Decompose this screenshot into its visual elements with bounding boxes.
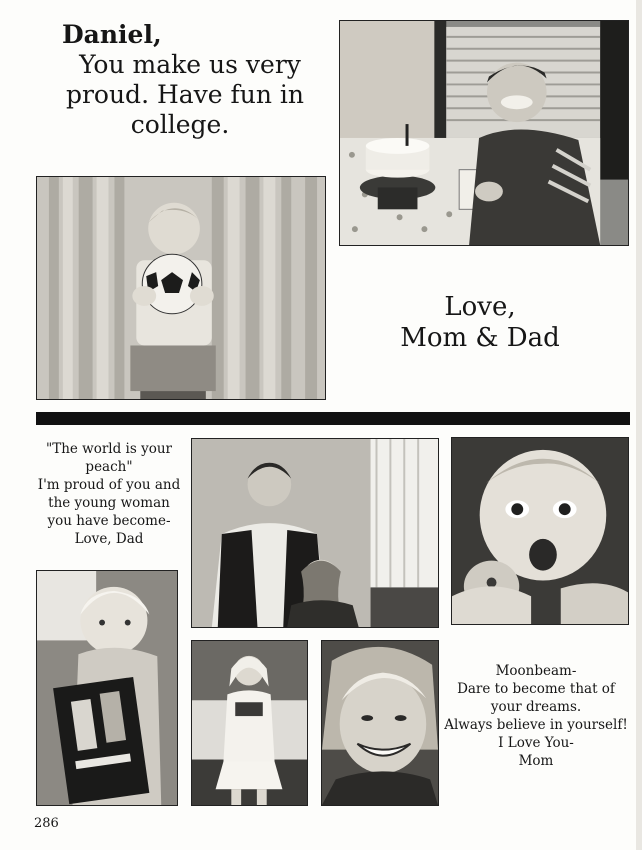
signoff-mom-dad	[380, 292, 580, 354]
photo-baby-surprised	[451, 437, 629, 625]
parent-message-daniel	[40, 20, 320, 140]
photo-cheerleader	[191, 640, 308, 806]
message-line: I Love You-	[498, 735, 574, 752]
message-line: Moonbeam-	[495, 663, 577, 679]
mom-message	[440, 662, 632, 770]
photo-toddler-magazine	[36, 570, 178, 806]
message-line: proud. Have fun in	[65, 80, 305, 109]
signoff-line: Love,	[444, 292, 516, 322]
message-line: your dreams.	[490, 699, 582, 716]
photo-toddler-soccer-ball	[36, 176, 326, 400]
message-line: peach"	[85, 459, 133, 476]
message-line: "The world is your	[45, 441, 172, 457]
message-line: Love, Dad	[74, 531, 144, 548]
signoff-line: Mom & Dad	[400, 323, 560, 354]
message-line: you have become-	[47, 513, 171, 530]
page-edge	[636, 0, 642, 850]
photo-boy-birthday-cake	[339, 20, 629, 246]
dad-message	[34, 440, 184, 548]
photo-father-daughter	[191, 438, 439, 628]
message-line: You make us very	[79, 50, 301, 79]
message-line: Mom	[518, 753, 554, 770]
page-number: 286	[34, 816, 59, 831]
photo-smiling-teen	[321, 640, 439, 806]
section-divider	[36, 412, 630, 425]
message-greeting: Daniel,	[62, 20, 162, 49]
message-line: college.	[130, 110, 230, 139]
message-line: I'm proud of you and	[37, 477, 181, 494]
message-line: Dare to become that of	[457, 681, 615, 698]
message-line: Always believe in yourself!	[444, 717, 628, 734]
message-line: the young woman	[48, 495, 170, 512]
